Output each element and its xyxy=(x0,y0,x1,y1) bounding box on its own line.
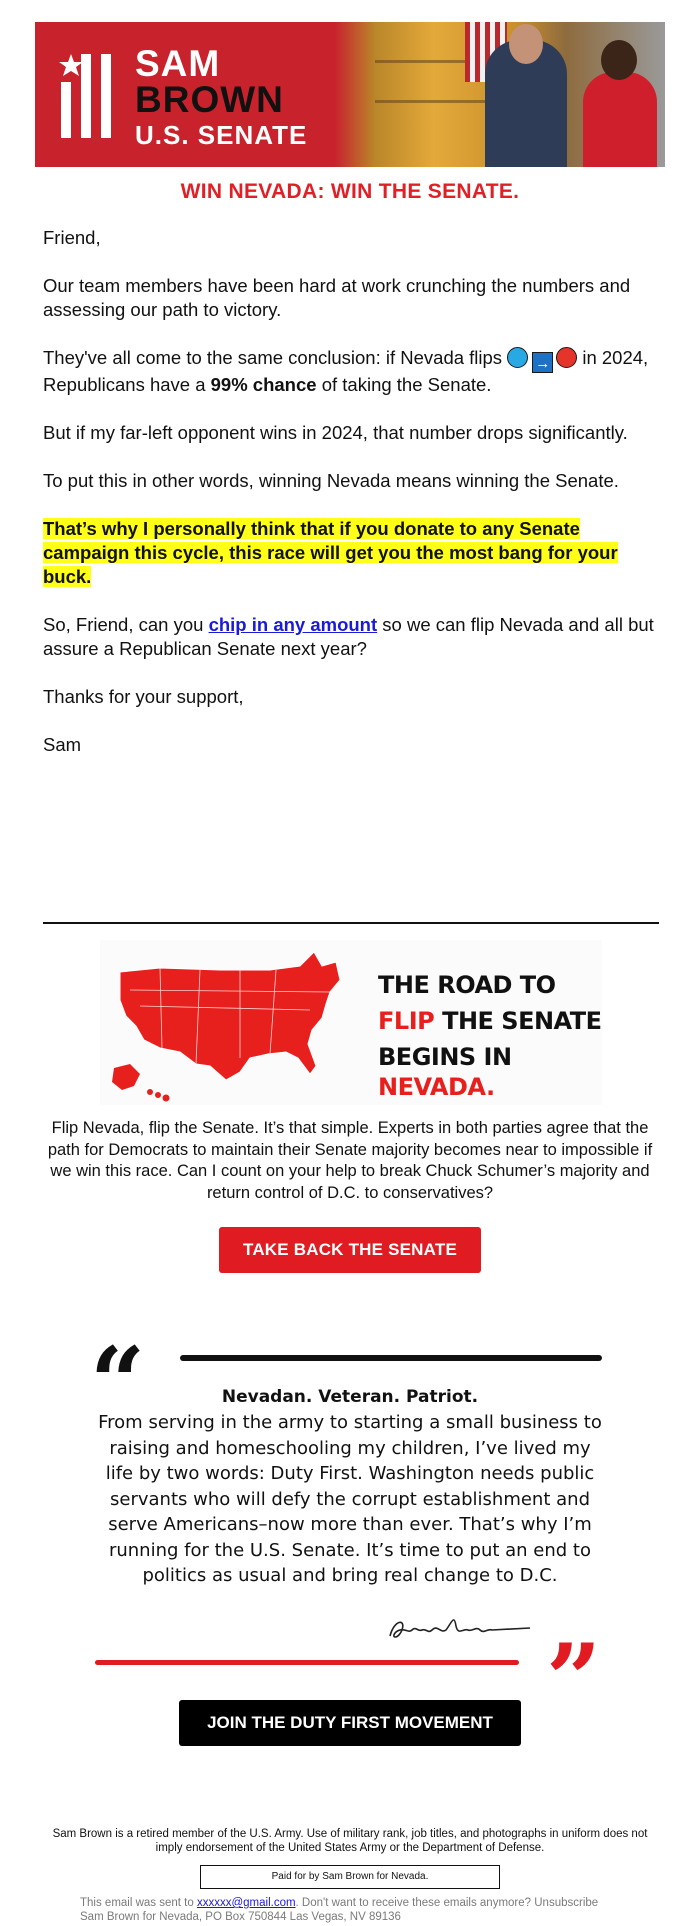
odds-highlight: 99% chance xyxy=(210,374,317,395)
road-line-2-rest: THE SENATE xyxy=(434,1007,602,1035)
email-footer xyxy=(80,1896,680,1924)
join-duty-first-button[interactable]: JOIN THE DUTY FIRST MOVEMENT xyxy=(179,1700,521,1746)
section-divider xyxy=(43,922,659,924)
quote-body: From serving in the army to starting a small business to raising and homeschooling my children, I’ve lived my life by two words: Duty First. Washington needs public servants who will defy the corrupt establishment and serve Americans–now more than ever. That’s why I’m running for the U.S. Senate. It’s time to put an end to politics as usual and bring real change to D.C. xyxy=(98,1412,602,1586)
header-banner[interactable] xyxy=(35,22,665,167)
paragraph-6 xyxy=(43,613,663,661)
campaign-logo-icon xyxy=(57,50,119,140)
unsubscribe-text[interactable]: . Don't want to receive these emails anymore? Unsubscribe xyxy=(295,1897,599,1909)
signature-icon xyxy=(384,1608,534,1648)
quote-bottom-rule xyxy=(95,1660,519,1665)
signoff: Sam xyxy=(43,734,82,755)
military-disclaimer: Sam Brown is a retired member of the U.S. Army. Use of military rank, job titles, and photographs in uniform does not imply endorsement of the United States Army or the Department of Defense. xyxy=(52,1828,648,1854)
sent-to-line xyxy=(80,1896,680,1910)
spouse-figure xyxy=(583,72,657,167)
red-circle-icon xyxy=(556,347,577,368)
mailing-address: Sam Brown for Nevada, PO Box 750844 Las Vegas, NV 89136 xyxy=(80,1911,401,1923)
paragraph-6-text: so we can flip Nevada and all but assure a Republican Senate next year? xyxy=(43,614,654,659)
road-line-2 xyxy=(378,1006,602,1036)
brand-last-name: BROWN xyxy=(135,79,284,120)
road-line-3 xyxy=(378,1042,602,1102)
paragraph-2-text: in 2024, Republicans have a xyxy=(43,347,649,395)
take-back-senate-button[interactable]: TAKE BACK THE SENATE xyxy=(219,1227,481,1273)
paragraph-4: To put this in other words, winning Nevada means winning the Senate. xyxy=(43,470,619,491)
paragraph-2-text: They've all come to the same conclusion: if Nevada flips xyxy=(43,347,508,368)
road-to-flip-graphic[interactable] xyxy=(100,940,602,1105)
quote-title: Nevadan. Veteran. Patriot. xyxy=(221,1387,479,1407)
headline: WIN NEVADA: WIN THE SENATE. xyxy=(180,180,520,203)
paragraph-5 xyxy=(43,517,663,589)
paragraph-2 xyxy=(43,346,663,397)
blue-circle-icon xyxy=(507,347,528,368)
greeting: Friend, xyxy=(43,227,101,248)
chip-in-link[interactable]: chip in any amount xyxy=(208,614,378,635)
candidate-head xyxy=(509,24,543,64)
right-arrow-icon: → xyxy=(532,352,553,373)
paragraph-3: But if my far-left opponent wins in 2024, that number drops significantly. xyxy=(43,422,628,443)
road-flip-word: FLIP xyxy=(378,1007,435,1035)
brand-office: U.S. SENATE xyxy=(135,120,308,150)
close-quote-icon: ” xyxy=(546,1623,602,1736)
paragraph-1: Our team members have been hard at work crunching the numbers and assessing our path to victory. xyxy=(43,275,631,320)
recipient-email-link[interactable]: xxxxxx@gmail.com xyxy=(196,1897,296,1909)
highlighted-text: That’s why I personally think that if you donate to any Senate campaign this cycle, this race will get you the most bang for your buck. xyxy=(43,518,618,587)
sent-to-prefix: This email was sent to xyxy=(80,1897,197,1909)
road-line-1: THE ROAD TO xyxy=(378,971,556,999)
paid-for-box: Paid for by Sam Brown for Nevada. xyxy=(200,1865,500,1889)
quote-top-rule xyxy=(180,1355,602,1361)
road-line-3-text: BEGINS IN xyxy=(378,1043,512,1071)
open-quote-icon: “ xyxy=(90,1326,146,1439)
paragraph-6-text: So, Friend, can you xyxy=(43,614,209,635)
paragraph-2-text: of taking the Senate. xyxy=(316,374,492,395)
spouse-head xyxy=(601,40,637,80)
paragraph-7: Thanks for your support, xyxy=(43,686,244,707)
flip-nevada-text: Flip Nevada, flip the Senate. It’s that simple. Experts in both parties agree that the path for Democrats to maintain their Senate majority becomes near to impossible if we win this race. Can I count on your help to break Chuck Schumer’s majority and return control of D.C. to conservatives? xyxy=(47,1119,653,1202)
brand-first-name: SAM xyxy=(135,43,221,84)
letter-body xyxy=(43,226,663,781)
us-map-icon xyxy=(100,940,360,1105)
road-nevada-word: NEVADA. xyxy=(378,1073,495,1101)
